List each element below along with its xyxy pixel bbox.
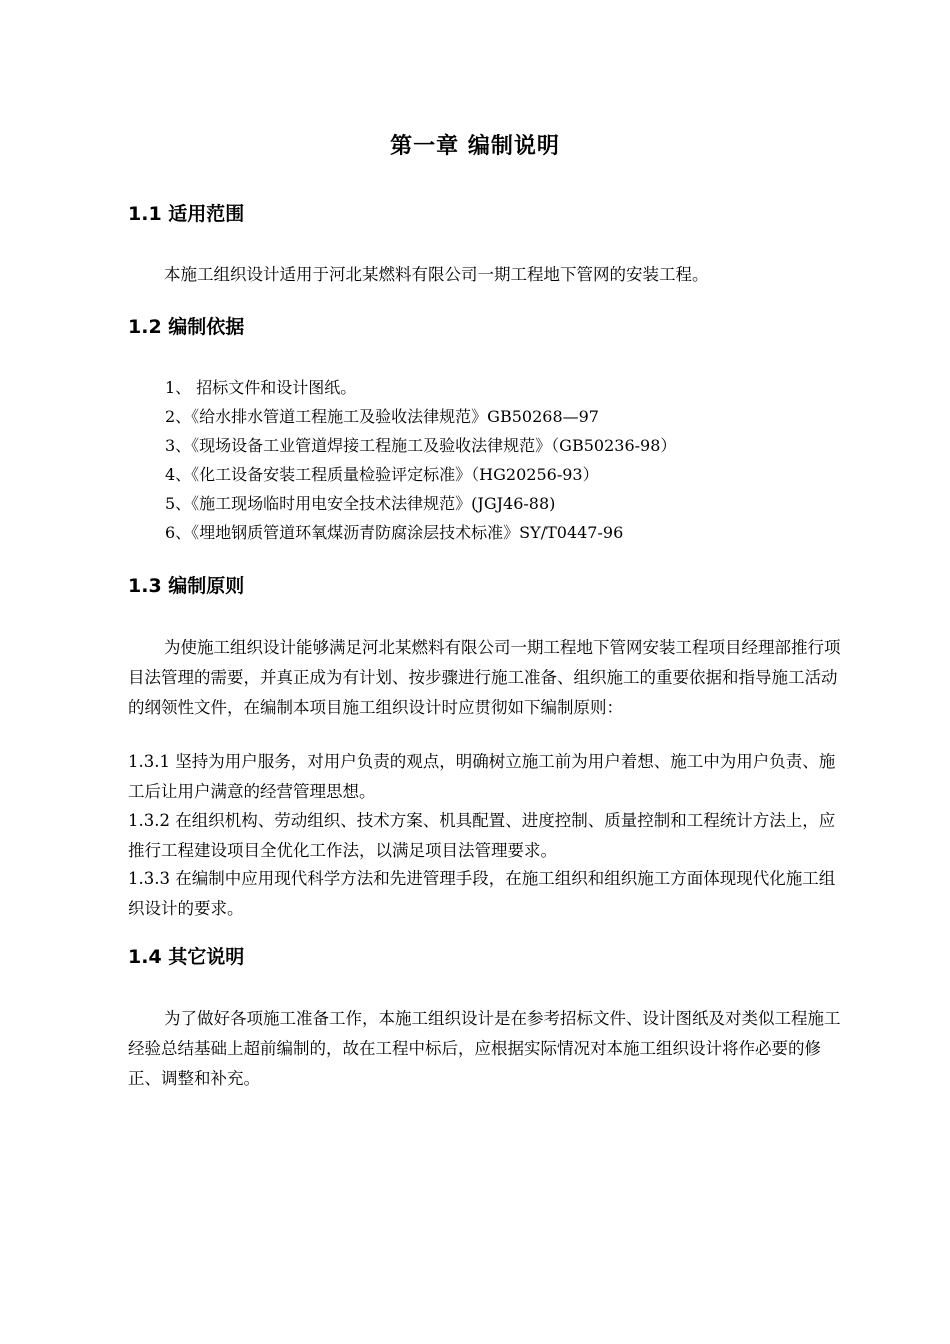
section-heading-other: 1.4 其它说明 bbox=[128, 946, 245, 968]
basis-list-item: 1、 招标文件和设计图纸。 bbox=[165, 378, 357, 397]
principle-1-3-3: 1.3.3 在编制中应用现代科学方法和先进管理手段，在施工组织和组织施工方面体现现代化施工组织设计的要求。 bbox=[128, 869, 836, 918]
basis-list-item: 6、《埋地钢质管道环氧煤沥青防腐涂层技术标准》SY/T0447-96 bbox=[165, 523, 624, 542]
principle-1-3-2: 1.3.2 在组织机构、劳动组织、技术方案、机具配置、进度控制、质量控制和工程统计方法上，应推行工程建设项目全优化工作法，以满足项目法管理要求。 bbox=[128, 811, 836, 860]
basis-list bbox=[165, 373, 676, 547]
basis-list-item: 3、《现场设备工业管道焊接工程施工及验收法律规范》（GB50236-98） bbox=[165, 436, 677, 455]
basis-list-item: 2、《给水排水管道工程施工及验收法律规范》GB50268—97 bbox=[165, 407, 599, 426]
basis-list-item: 5、《施工现场临时用电安全技术法律规范》(JGJ46-88) bbox=[165, 494, 556, 513]
section-heading-basis: 1.2 编制依据 bbox=[128, 316, 245, 338]
section-heading-scope: 1.1 适用范围 bbox=[128, 203, 245, 225]
chapter-title: 第一章 编制说明 bbox=[390, 134, 560, 159]
principle-1-3-1: 1.3.1 坚持为用户服务，对用户负责的观点，明确树立施工前为用户着想、施工中为用户负责、施工后让用户满意的经营管理思想。 bbox=[128, 752, 836, 801]
section-heading-principles: 1.3 编制原则 bbox=[128, 575, 245, 597]
scope-paragraph: 本施工组织设计适用于河北某燃料有限公司一期工程地下管网的安装工程。 bbox=[164, 265, 709, 284]
other-paragraph: 为了做好各项施工准备工作，本施工组织设计是在参考招标文件、设计图纸及对类似工程施工经验总结基础上超前编制的，故在工程中标后，应根据实际情况对本施工组织设计将作必要的修正、调整和补充。 bbox=[128, 1009, 841, 1088]
principles-intro: 为使施工组织设计能够满足河北某燃料有限公司一期工程地下管网安装工程项目经理部推行项目法管理的需要，并真正成为有计划、按步骤进行施工准备、组织施工的重要依据和指导施工活动的纲领性文件，在编制本项目施工组织设计时应贯彻如下编制原则： bbox=[128, 638, 841, 717]
basis-list-item: 4、《化工设备安装工程质量检验评定标准》（HG20256-93） bbox=[165, 465, 599, 484]
